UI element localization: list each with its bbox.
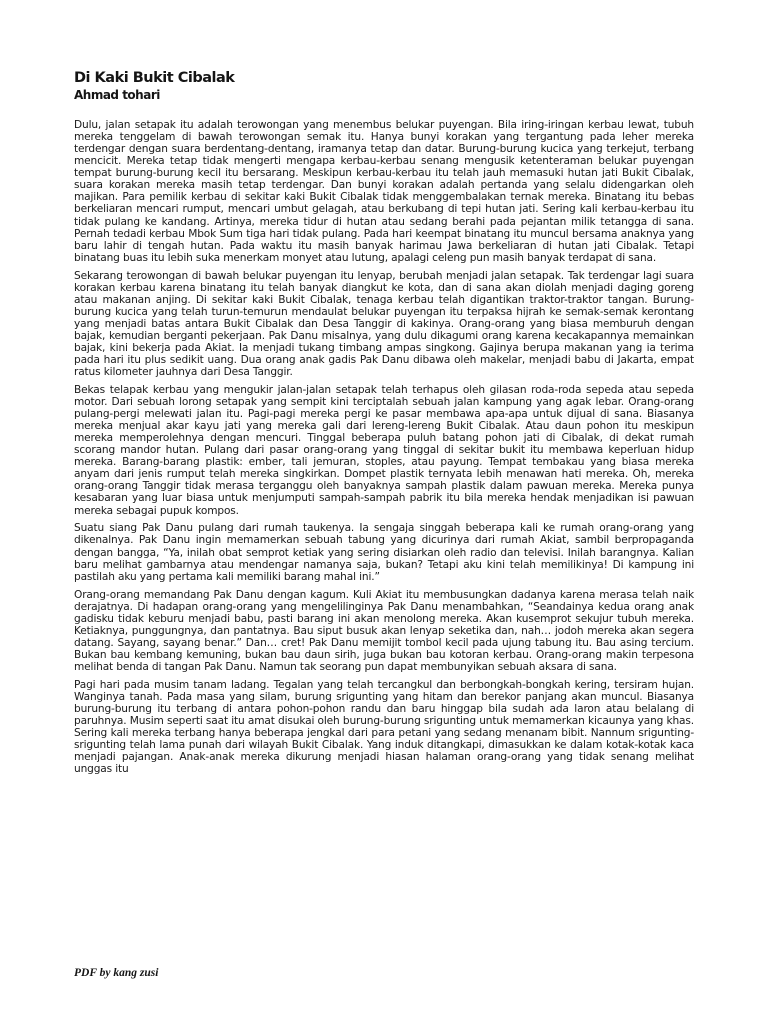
paragraph: Dulu, jalan setapak itu adalah terowongan yang menembus belukar puyengan. Bila iring-iringan kerbau lewat, tubuh mereka tenggelam di bawah terowongan semak itu. Hanya bunyi korakan yang tergantung pada leher mereka terdengar dengan suara berdentang-dentang, iramanya tetap dan datar. Burung-burung kucica yang terkejut, terbang mencicit. Mereka tetap tidak mengerti mengapa kerbau-kerbau senang mengusik ketenteraman belukar puyengan tempat burung-burung kecil itu bersarang. Meskipun kerbau-kerbau itu telah jauh memasuki hutan jati Bukit Cibalak, suara korakan mereka masih tetap terdengar. Dan bunyi korakan adalah pertanda yang selalu didengarkan oleh majikan. Para pemilik kerbau di sekitar kaki Bukit Cibalak tidak menggembalakan ternak mereka. Binatang itu bebas berkeliaran mencari rumput, mencari umbut gelagah, atau berkubang di tepi hutan jati. Sering kali kerbau-kerbau itu tidak pulang ke kandang. Artinya, mereka tidur di hutan atau sedang berahi pada pejantan milik tetangga di sana. Pernah tedadi kerbau Mbok Sum tiga hari tidak pulang. Pada hari keempat binatang itu muncul bersama anaknya yang baru lahir di tengah hutan. Pada waktu itu masih banyak harimau Jawa berkeliaran di hutan jati Cibalak. Tetapi binatang buas itu lebih suka menerkam monyet atau lutung, apalagi celeng pun masih banyak terdapat di sana. <box>74 119 694 264</box>
story-title: Di Kaki Bukit Cibalak <box>74 70 235 86</box>
story-body <box>74 119 694 781</box>
paragraph: Bekas telapak kerbau yang mengukir jalan-jalan setapak telah terhapus oleh gilasan roda-roda sepeda atau sepeda motor. Dari sebuah lorong setapak yang sempit kini terciptalah sebuah jalan kampung yang agak lebar. Orang-orang pulang-pergi melewati jalan itu. Pagi-pagi mereka pergi ke pasar membawa apa-apa untuk dijual di sana. Biasanya mereka menjual akar kayu jati yang mereka gali dari lereng-lereng Bukit Cibalak. Atau daun pohon itu meskipun mereka memperolehnya dengan mencuri. Tinggal beberapa puluh batang pohon jati di Cibalak, di dekat rumah scorang mandor hutan. Pulang dari pasar orang-orang yang tinggal di sekitar bukit itu membawa keperluan hidup mereka. Barang-barang plastik: ember, tali jemuran, stoples, atau payung. Tempat tembakau yang biasa mereka anyam dari jenis rumput telah mereka singkirkan. Dompet plastik ternyata lebih menawan hati mereka. Oh, mereka orang-orang Tanggir tidak merasa terganggu oleh banyaknya sampah plastik dalam pawuan mereka. Mereka punya kesabaran yang luar biasa untuk menjumputi sampah-sampah pabrik itu bila mereka hendak menjadikan isi pawuan mereka sebagai pupuk kompos. <box>74 383 694 517</box>
pdf-credit-footer: PDF by kang zusi <box>74 967 159 979</box>
paragraph: Pagi hari pada musim tanam ladang. Tegalan yang telah tercangkul dan berbongkah-bongkah kering, tersiram hujan. Wanginya tanah. Pada masa yang silam, burung srigunting yang hitam dan berekor panjang akan muncul. Biasanya burung-burung itu terbang di antara pohon-pohon randu dan baru hinggap bila sudah ada laron atau belalang di paruhnya. Musim seperti saat itu amat disukai oleh burung-burung srigunting untuk memamerkan kicaunya yang khas. Sering kali mereka terbang hanya beberapa jengkal dari para petani yang sedang menanam bibit. Nannum srigunting-srigunting telah lama punah dari wilayah Bukit Cibalak. Yang induk ditangkapi, dimasukkan ke dalam kotak-kotak kaca menjadi pajangan. Anak-anak mereka dikurung menjadi hiasan halaman orang-orang yang tidak senang melihat unggas itu <box>74 678 694 776</box>
author-name: Ahmad tohari <box>74 88 160 102</box>
paragraph: Suatu siang Pak Danu pulang dari rumah taukenya. Ia sengaja singgah beberapa kali ke rumah orang-orang yang dikenalnya. Pak Danu ingin memamerkan sebuah tabung yang dicurinya dari rumah Akiat, sambil berpropaganda dengan bangga, “Ya, inilah obat semprot ketiak yang sering disiarkan oleh radio dan televisi. Inilah barangnya. Kalian baru melihat gambarnya atau mendengar namanya saja, bukan? Tetapi aku kini telah memilikinya! Di kampung ini pastilah aku yang pertama kali memiliki barang mahal ini.” <box>74 522 694 583</box>
paragraph: Sekarang terowongan di bawah belukar puyengan itu lenyap, berubah menjadi jalan setapak. Tak terdengar lagi suara korakan kerbau karena binatang itu telah banyak diangkut ke kota, dan di sana akan diolah menjadi daging goreng atau makanan anjing. Di sekitar kaki Bukit Cibalak, tenaga kerbau telah digantikan traktor-traktor tangan. Burung-burung kucica yang telah turun-temurun mendaulat belukar puyengan itu terpaksa hijrah ke semak-semak kerontang yang menjadi batas antara Bukit Cibalak dan Desa Tanggir di kakinya. Orang-orang yang biasa memburuh dengan bajak, kemudian berganti pekerjaan. Pak Danu misalnya, yang dulu dikagumi orang karena kecakapannya memainkan bajak, kini bekerja pada Akiat. Ia menjadi tukang timbang ampas singkong. Gajinya berupa makanan yang ia terima pada hari itu plus sedikit uang. Dua orang anak gadis Pak Danu dibawa oleh makelar, menjadi babu di Jakarta, empat ratus kilometer jauhnya dari Desa Tanggir. <box>74 269 694 379</box>
paragraph: Orang-orang memandang Pak Danu dengan kagum. Kuli Akiat itu membusungkan dadanya karena merasa telah naik derajatnya. Di hadapan orang-orang yang mengelilinginya Pak Danu menambahkan, “Seandainya kedua orang anak gadisku tidak keburu menjadi babu, pasti barang ini akan menolong mereka. Akan kusemprot sekujur tubuh mereka. Ketiaknya, punggungnya, dan pantatnya. Bau siput busuk akan lenyap seketika dan, nah… jodoh mereka akan segera datang. Sayang, sayang benar.” Dan… cret! Pak Danu memijit tombol kecil pada ujung tabung itu. Bau asing tercium. Bukan bau kembang kemuning, bukan bau daun sirih, juga bukan bau kotoran kerbau. Orang-orang makin terpesona melihat benda di tangan Pak Danu. Namun tak seorang pun dapat membunyikan sebuah aksara di sana. <box>74 588 694 673</box>
